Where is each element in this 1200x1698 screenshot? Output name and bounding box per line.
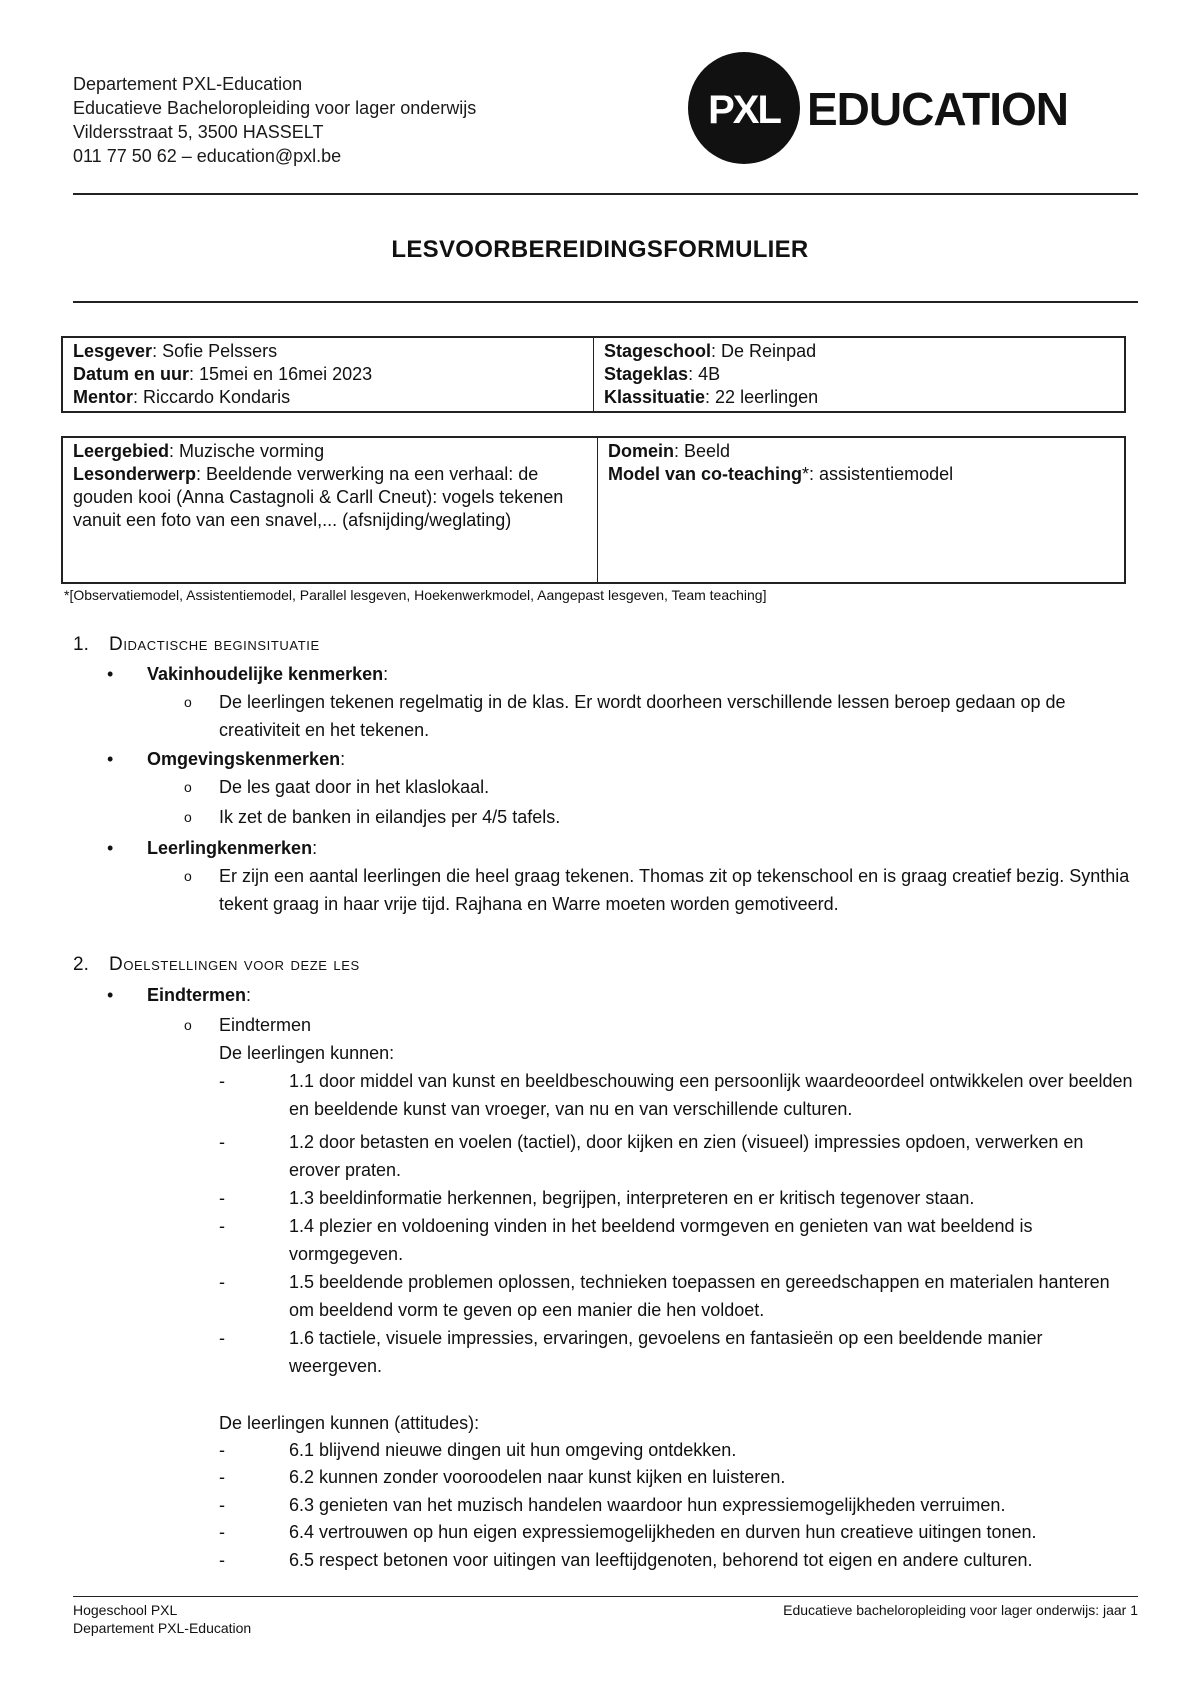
section-2-number: 2. (73, 954, 89, 975)
attitude-item: - 6.4 vertrouwen op hun eigen expressiemogelijkheden en durven hun creatieve uitingen tonen. (219, 1522, 1037, 1542)
attitude-item: - 6.3 genieten van het muzisch handelen waardoor hun expressiemogelijkheden verruimen. (219, 1495, 1006, 1515)
circle-bullet-icon: o (184, 1017, 192, 1033)
co-teaching-note: *[Observatiemodel, Assistentiemodel, Parallel lesgeven, Hoekenwerkmodel, Aangepast lesgeven, Team teaching] (64, 587, 767, 603)
footer-left (73, 1601, 251, 1637)
bullet-label: Leerlingkenmerken (147, 838, 313, 858)
logo-word: EDUCATION (807, 83, 1069, 135)
value-lesgever: : Sofie Pelssers (152, 341, 278, 361)
bullet-vakinhoudelijke: • Vakinhoudelijke kenmerken: (107, 664, 389, 684)
list-item: o Er zijn een aantal leerlingen die heel graag tekenen. Thomas zit op tekenschool en is graag creatief bezig. Synthia tekent graag in haar vrije tijd. Rajhana en Warre moeten worden gemotiveerd. (184, 862, 1134, 918)
label-mentor: Mentor (73, 387, 133, 407)
eindterm-item: - 1.4 plezier en voldoening vinden in het beeldend vormgeven en genieten van wat beeldend is vormgegeven. (219, 1216, 1033, 1264)
logo-mark: PXL (708, 88, 780, 132)
value-datum: : 15mei en 16mei 2023 (189, 364, 373, 384)
label-datum: Datum en uur (73, 364, 190, 384)
footer-school: Hogeschool PXL (73, 1602, 178, 1618)
label-domein: Domein (608, 441, 675, 461)
info-cell-lesson (62, 437, 598, 583)
bullet-icon: • (107, 749, 114, 769)
bullet-icon: • (107, 664, 114, 684)
value-lesonderwerp: : Beeldende verwerking na een verhaal: de gouden kooi (Anna Castagnoli & Carll Cneut): vogels tekenen vanuit een foto van een snavel,... (afsnijding/weglating) (73, 464, 564, 530)
bullet-icon: • (107, 838, 114, 858)
intro-leerlingen: De leerlingen kunnen: (219, 1043, 395, 1063)
page-title: LESVOORBEREIDINGSFORMULIER (391, 236, 809, 263)
label-model: Model van co-teaching (608, 464, 803, 484)
label-klassituatie: Klassituatie (604, 387, 706, 407)
bullet-omgeving: • Omgevingskenmerken: (107, 749, 346, 769)
section-1-number: 1. (73, 634, 89, 655)
label-lesgever: Lesgever (73, 341, 153, 361)
label-leergebied: Leergebied (73, 441, 170, 461)
circle-bullet-icon: o (184, 868, 192, 884)
list-item: o Ik zet de banken in eilandjes per 4/5 tafels. (184, 803, 1134, 831)
eindterm-item: - 1.5 beeldende problemen oplossen, technieken toepassen en gereedschappen en materialen hanteren om beeldend vorm te geven op een manier die hen voldoet. (219, 1272, 1110, 1320)
value-domein: : Beeld (674, 441, 731, 461)
intro-attitudes: De leerlingen kunnen (attitudes): (219, 1413, 480, 1433)
label-stageschool: Stageschool (604, 341, 712, 361)
eindterm-item: - 1.6 tactiele, visuele impressies, ervaringen, gevoelens en fantasieën op een beeldende manier weergeven. (219, 1328, 1043, 1376)
attitude-item: - 6.2 kunnen zonder vooroodelen naar kunst kijken en luisteren. (219, 1467, 786, 1487)
bullet-icon: • (107, 985, 114, 1005)
bullet-eindtermen: • Eindtermen: (107, 985, 252, 1005)
bullet-leerling: • Leerlingkenmerken: (107, 838, 318, 858)
info-table-teacher (61, 336, 1126, 413)
circle-bullet-icon: o (184, 779, 192, 795)
header-line-program: Educatieve Bacheloropleiding voor lager onderwijs (73, 98, 477, 118)
header-address (73, 72, 476, 168)
eindterm-item: - 1.2 door betasten en voelen (tactiel), door kijken en zien (visueel) impressies opdoen, verwerken en erover praten. (219, 1132, 1084, 1180)
section-2-title: Doelstellingen voor deze les (109, 954, 360, 975)
info-cell-teacher (62, 337, 594, 412)
section-1-heading (73, 634, 320, 656)
value-model: *: assistentiemodel (802, 464, 954, 484)
eindterm-item: - 1.3 beeldinformatie herkennen, begrijpen, interpreteren en er kritisch tegenover staan. (219, 1188, 975, 1208)
header-line-department: Departement PXL-Education (73, 74, 303, 94)
value-stageschool: : De Reinpad (711, 341, 817, 361)
value-mentor: : Riccardo Kondaris (133, 387, 291, 407)
header-line-contact: 011 77 50 62 – education@pxl.be (73, 146, 342, 166)
info-table-lesson (61, 436, 1126, 584)
footer-department: Departement PXL-Education (73, 1620, 252, 1636)
footer-right: Educatieve bacheloropleiding voor lager onderwijs: jaar 1 (783, 1602, 1138, 1618)
circle-bullet-icon: o (184, 809, 192, 825)
pxl-education-logo (686, 48, 1146, 166)
section-1-title: Didactische beginsituatie (109, 634, 320, 655)
title-rule (73, 301, 1138, 303)
list-item: o De leerlingen tekenen regelmatig in de klas. Er wordt doorheen verschillende lessen beroep gedaan op de creativiteit en het tekenen. (184, 688, 1134, 744)
list-item: o Eindtermen (184, 1011, 1134, 1039)
info-cell-school (594, 337, 1126, 412)
bullet-label: Vakinhoudelijke kenmerken (147, 664, 384, 684)
attitude-item: - 6.5 respect betonen voor uitingen van leeftijdgenoten, behorend tot eigen en andere culturen. (219, 1550, 1033, 1570)
eindterm-item: - 1.1 door middel van kunst en beeldbeschouwing een persoonlijk waardeoordeel ontwikkelen over beelden en beeldende kunst van vroeger, van nu en van verschillende culturen. (219, 1071, 1133, 1119)
attitude-item: - 6.1 blijvend nieuwe dingen uit hun omgeving ontdekken. (219, 1440, 737, 1460)
value-leergebied: : Muzische vorming (169, 441, 325, 461)
label-stageklas: Stageklas (604, 364, 689, 384)
list-item: o De les gaat door in het klaslokaal. (184, 773, 1134, 801)
header-line-address: Vildersstraat 5, 3500 HASSELT (73, 122, 324, 142)
header-rule (73, 193, 1138, 195)
bullet-label: Omgevingskenmerken (147, 749, 341, 769)
footer-rule (73, 1596, 1138, 1597)
circle-bullet-icon: o (184, 694, 192, 710)
value-stageklas: : 4B (688, 364, 721, 384)
section-2-heading (73, 954, 360, 976)
value-klassituatie: : 22 leerlingen (705, 387, 819, 407)
bullet-label: Eindtermen (147, 985, 247, 1005)
info-cell-domain (598, 437, 1126, 583)
label-lesonderwerp: Lesonderwerp (73, 464, 197, 484)
